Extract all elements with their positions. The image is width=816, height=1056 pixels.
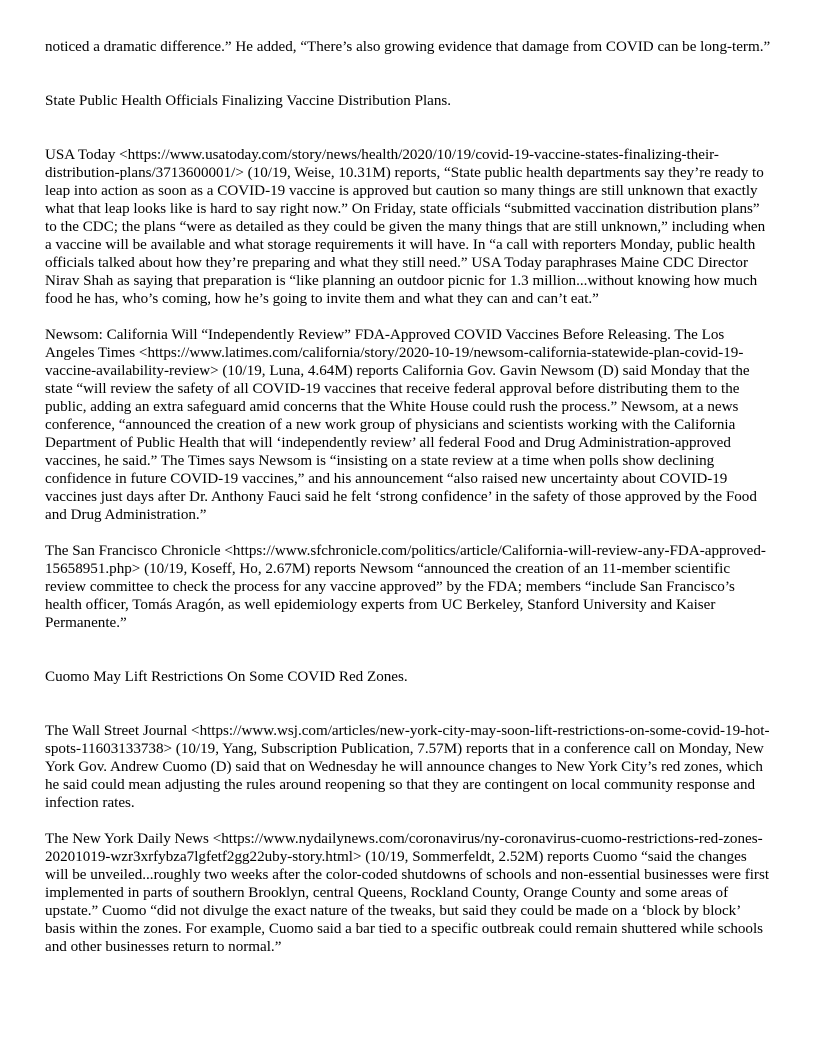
paragraph-ny-daily-news: The New York Daily News <https://www.nydailynews.com/coronavirus/ny-coronavirus-cuomo-restrictions-red-zones-20201019-wzr3xrfybza7lgfetf2gg22uby-story.html> (10/19, Sommerfeldt, 2.52M) reports Cuomo “said the changes will be unveiled...roughly two weeks after the color-coded shutdowns of schools and non-essential businesses were first implemented in parts of southern Brooklyn, central Queens, Rockland County, Orange County and some areas of upstate.” Cuomo “did not divulge the exact nature of the tweaks, but said they could be made on a ‘block by block’ basis within the zones. For example, Cuomo said a bar tied to a specific outbreak could remain shuttered while schools and other businesses return to normal.” — [45, 831, 770, 955]
spacer — [45, 110, 773, 146]
spacer — [45, 632, 773, 668]
paragraph-wsj: The Wall Street Journal <https://www.wsj.com/articles/new-york-city-may-soon-lift-restrictions-on-some-covid-19-hot-spots-11603133738> (10/19, Yang, Subscription Publication, 7.57M) reports that in a conference call on Monday, New York Gov. Andrew Cuomo (D) said that on Wednesday he will announce changes to New York City’s red zones, which he said could mean adjusting the rules around reopening so that they are contingent on local community response and infection rates. — [45, 723, 770, 811]
paragraph-la-times: Newsom: California Will “Independently Review” FDA-Approved COVID Vaccines Before Releasing. The Los Angeles Times <https://www.latimes.com/california/story/2020-10-19/newsom-california-statewide-plan-covid-19-vaccine-availability-review> (10/19, Luna, 4.64M) reports California Gov. Gavin Newsom (D) said Monday that the state “will review the safety of all COVID-19 vaccines that receive federal approval before distributing them to the public, adding an extra safeguard amid concerns that the White House could rush the process.” Newsom, at a news conference, “announced the creation of a new work group of physicians and scientists working with the California Department of Public Health that will ‘independently review’ all federal Food and Drug Administration-approved vaccines, he said.” The Times says Newsom is “insisting on a state review at a time when polls show declining confidence in future COVID-19 vaccines,” and his announcement “also raised new uncertainty about COVID-19 vaccines just days after Dr. Anthony Fauci said he felt ‘strong confidence’ in the safety of those approved by the Food and Drug Administration.” — [45, 327, 757, 523]
section-heading-vaccine-plans: State Public Health Officials Finalizing Vaccine Distribution Plans. — [45, 93, 452, 109]
spacer — [45, 812, 773, 830]
spacer — [45, 524, 773, 542]
spacer — [45, 686, 773, 722]
spacer — [45, 56, 773, 92]
paragraph-usa-today: USA Today <https://www.usatoday.com/story/news/health/2020/10/19/covid-19-vaccine-states-finalizing-their-distribution-plans/3713600001/> (10/19, Weise, 10.31M) reports, “State public health departments say they’re ready to leap into action as soon as a COVID-19 vaccine is approved but caution so many things are still unknown that exactly what that leap looks like is hard to say right now.” On Friday, state officials “submitted vaccination distribution plans” to the CDC; the plans “were as detailed as they could be given the many things that are still unknown,” including when a vaccine will be available and what storage requirements it will have. In “a call with reporters Monday, public health officials talked about how they’re preparing and what they still need.” USA Today paraphrases Maine CDC Director Nirav Shah as saying that preparation is “like planning an outdoor picnic for 1.3 million...without knowing how much food he has, who’s coming, how he’s going to invite them and what they can and can’t eat.” — [45, 147, 766, 307]
spacer — [45, 308, 773, 326]
paragraph-sf-chronicle: The San Francisco Chronicle <https://www.sfchronicle.com/politics/article/California-will-review-any-FDA-approved-15658951.php> (10/19, Koseff, Ho, 2.67M) reports Newsom “announced the creation of an 11-member scientific review committee to check the process for any vaccine approved” by the FDA; members “include San Francisco’s health officer, Tomás Aragón, as well epidemiology experts from UC Berkeley, Stanford University and Kaiser Permanente.” — [45, 543, 766, 631]
section-heading-red-zones: Cuomo May Lift Restrictions On Some COVID Red Zones. — [45, 669, 408, 685]
paragraph-continued: noticed a dramatic difference.” He added, “There’s also growing evidence that damage from COVID can be long-term.” — [45, 39, 771, 55]
document-page — [45, 38, 773, 956]
